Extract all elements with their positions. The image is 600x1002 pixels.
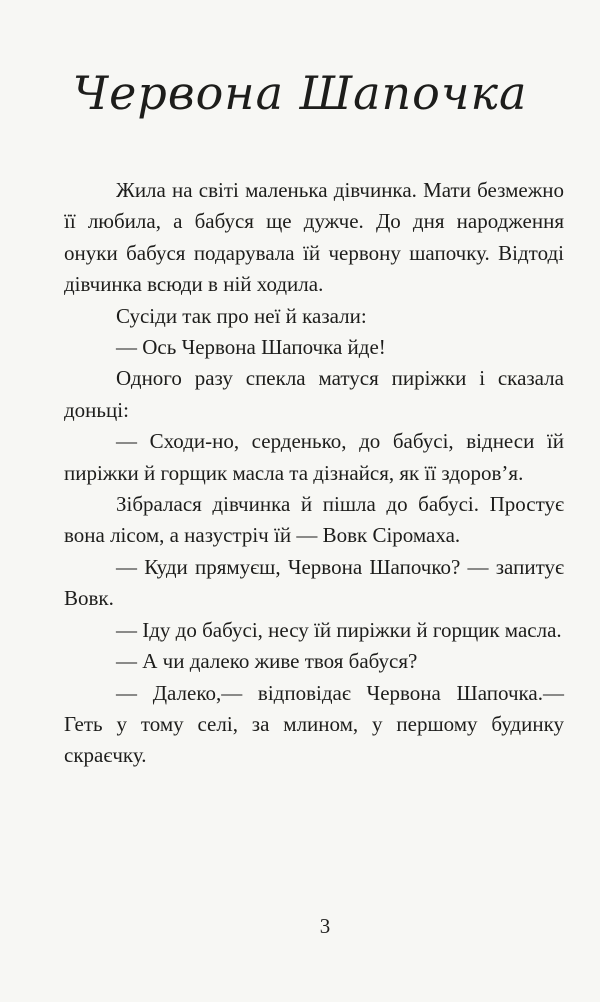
paragraph-10: — Далеко,— відповідає Червона Шапочка.— Геть у тому селі, за млином, у першому будинку скраєчку. — [64, 680, 564, 768]
paragraph-7: — Куди прямуєш, Червона Шапочко? — запитує Вовк. — [64, 554, 564, 611]
paragraph-9: — А чи далеко живе твоя бабуся? — [116, 649, 418, 674]
paragraph-8: — Іду до бабусі, несу їй пиріжки й горщик масла. — [116, 617, 562, 642]
paragraph-4: Одного разу спекла матуся пиріжки і сказала доньці: — [64, 366, 564, 422]
page-number: 3 — [319, 914, 331, 938]
paragraph-6: Зібралася дівчинка й пішла до бабусі. Простує вона лісом, а назустріч їй — Вовк Сіромаха. — [64, 492, 564, 548]
paragraph-5: — Сходи-но, серденько, до бабусі, віднеси їй пиріжки й горщик масла та дізнайся, як її здоров’я. — [64, 429, 564, 485]
story-text — [64, 175, 564, 772]
paragraph-2: Сусіди так про неї й казали: — [116, 303, 367, 328]
paragraph-3: — Ось Червона Шапочка йде! — [116, 335, 386, 360]
page-title: Червона Шапочка — [72, 66, 528, 120]
paragraph-1: Жила на світі маленька дівчинка. Мати безмежно її любила, а бабуся ще дужче. До дня народження онуки бабуся подарувала їй червону шапочку. Відтоді дівчинка всюди в ній ходила. — [64, 178, 564, 297]
